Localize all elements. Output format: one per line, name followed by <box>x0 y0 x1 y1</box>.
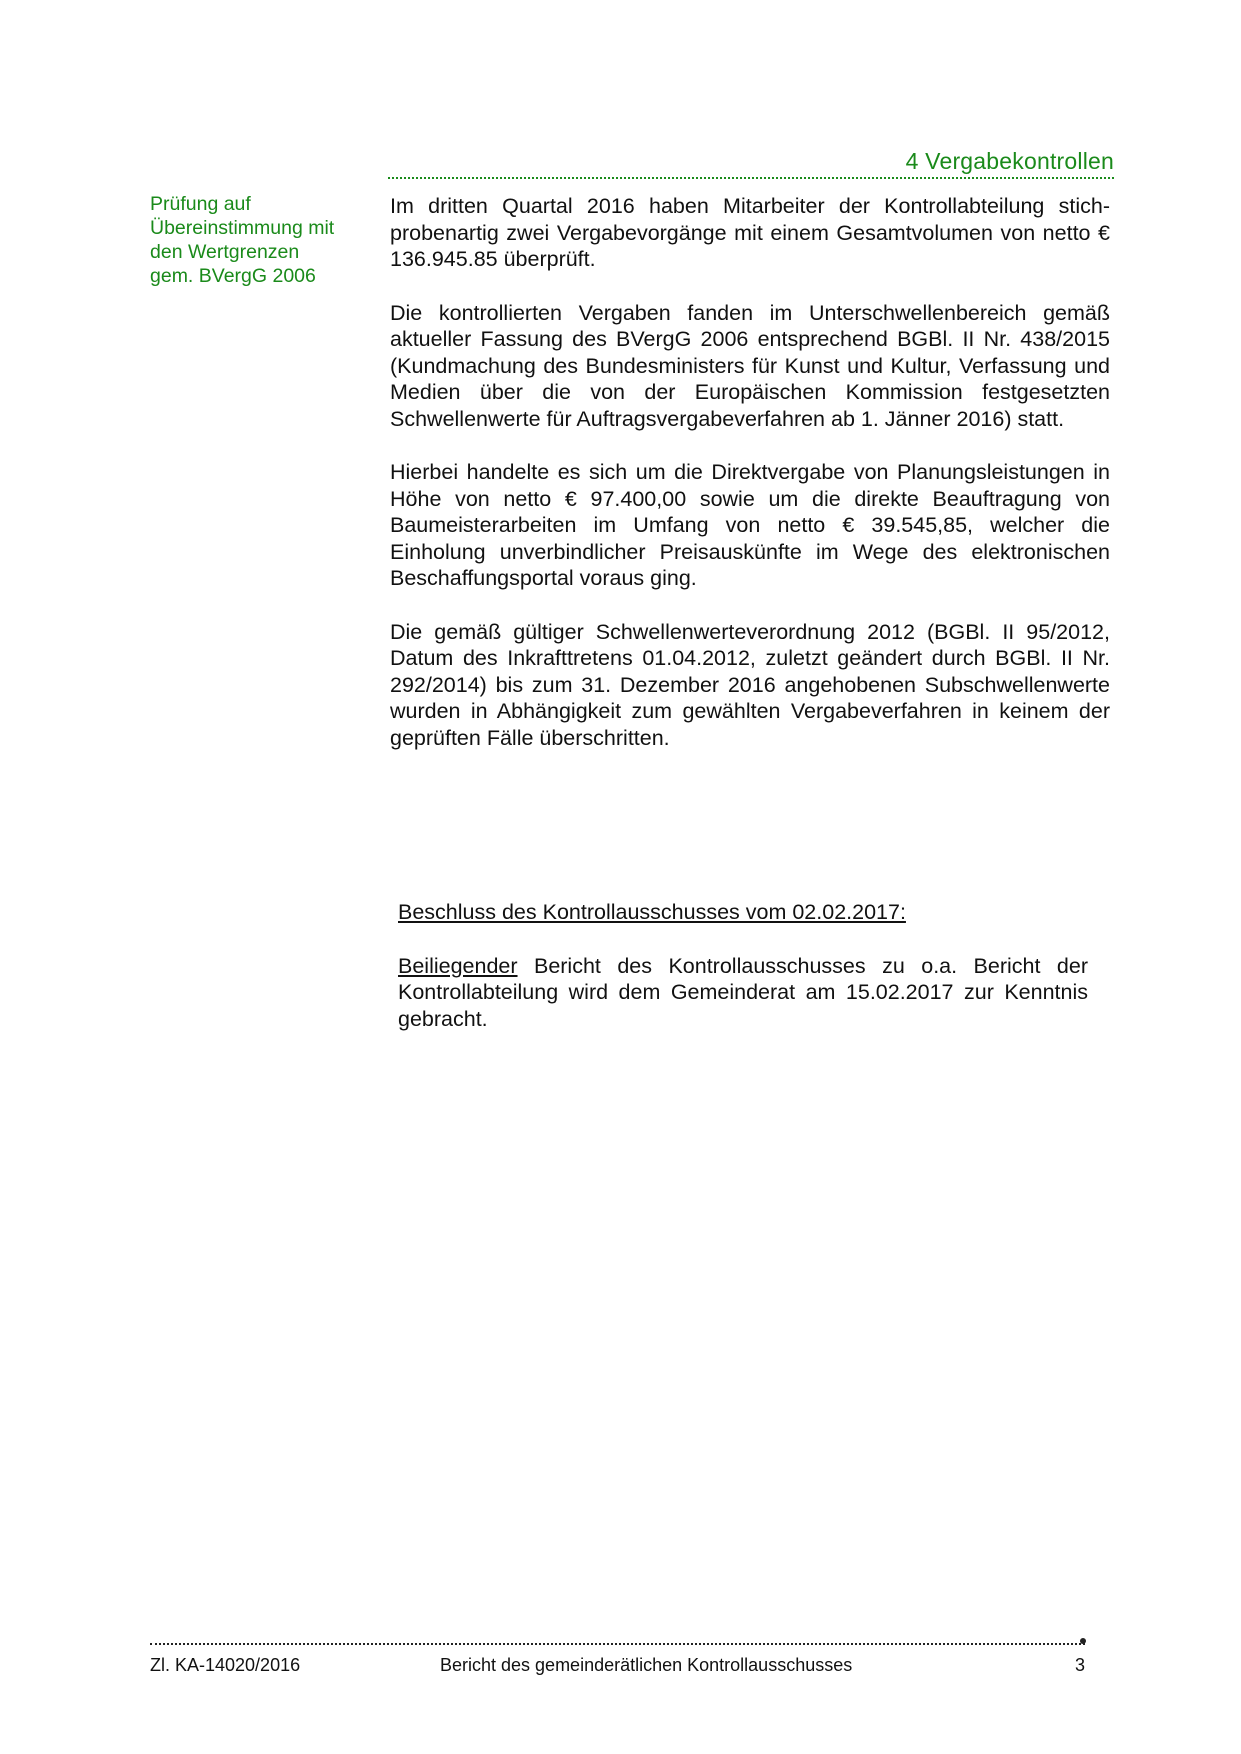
section-title: 4 Vergabekontrollen <box>905 148 1114 174</box>
body-text <box>390 193 1110 778</box>
page-number: 3 <box>1075 1655 1086 1675</box>
resolution-body: Bericht des Kontrollausschusses zu o.a. Bericht der Kontrollabteilung wird dem Gemeinderat am 15.02.2017 zur Kenntnis gebracht. <box>398 953 1088 1031</box>
footer-report-title: Bericht des gemeinderätlichen Kontrollausschusses <box>440 1655 853 1675</box>
margin-note-line: gem. BVergG 2006 <box>150 265 316 287</box>
margin-note <box>150 192 365 288</box>
body-paragraph: Hierbei handelte es sich um die Direktvergabe von Planungsleistungen in Höhe von netto € 97.400,00 sowie um die direkte Beauftragung von Baumeisterarbeiten im Umfang von netto € 39.545,85, welcher die Einholung unverbindlicher Preisauskünfte im Wege des elektronischen Beschaffungsportal voraus ging. <box>390 460 1110 590</box>
body-paragraph: Die kontrollierten Vergaben fanden im Unterschwellenbereich gemäß aktueller Fassung des BVergG 2006 entsprechend BGBl. II Nr. 438/2015 (Kundmachung des Bundesministers für Kunst und Kultur, Verfassung und Medien über die von der Europäischen Kommission festgesetzten Schwellenwerte für Auftragsvergabeverfahren ab 1. Jänner 2016) statt. <box>390 300 1110 431</box>
resolution-heading: Beschluss des Kontrollausschusses vom 02.02.2017: <box>398 900 906 924</box>
margin-note-line: Prüfung auf <box>150 193 251 215</box>
footer-reference: Zl. KA-14020/2016 <box>150 1655 301 1675</box>
margin-note-line: Übereinstimmung mit <box>150 217 335 239</box>
margin-note-line: den Wertgrenzen <box>150 241 300 263</box>
footer-dotted-rule <box>150 1643 1085 1645</box>
header-dotted-rule <box>388 177 1114 179</box>
body-paragraph: Die gemäß gültiger Schwellenwerteverordnung 2012 (BGBl. II 95/2012, Datum des Inkrafttretens 01.04.2012, zuletzt geändert durch BGBl. II Nr. 292/2014) bis zum 31. Dezember 2016 angehobenen Subschwellenwerte wurden in Abhängigkeit zum gewählten Vergabeverfahren in keinem der geprüften Fälle überschritten. <box>390 619 1110 750</box>
resolution-text <box>398 953 1088 1033</box>
footer-rule-end-dot <box>1080 1638 1086 1644</box>
body-paragraph: Im dritten Quartal 2016 haben Mitarbeiter der Kontrollabteilung stichprobenartig zwei Vergabevorgänge mit einem Gesamtvolumen von netto € 136.945.85 überprüft. <box>390 194 1110 271</box>
resolution-underlined-word: Beiliegender <box>398 953 518 978</box>
committee-resolution <box>398 899 1088 1032</box>
